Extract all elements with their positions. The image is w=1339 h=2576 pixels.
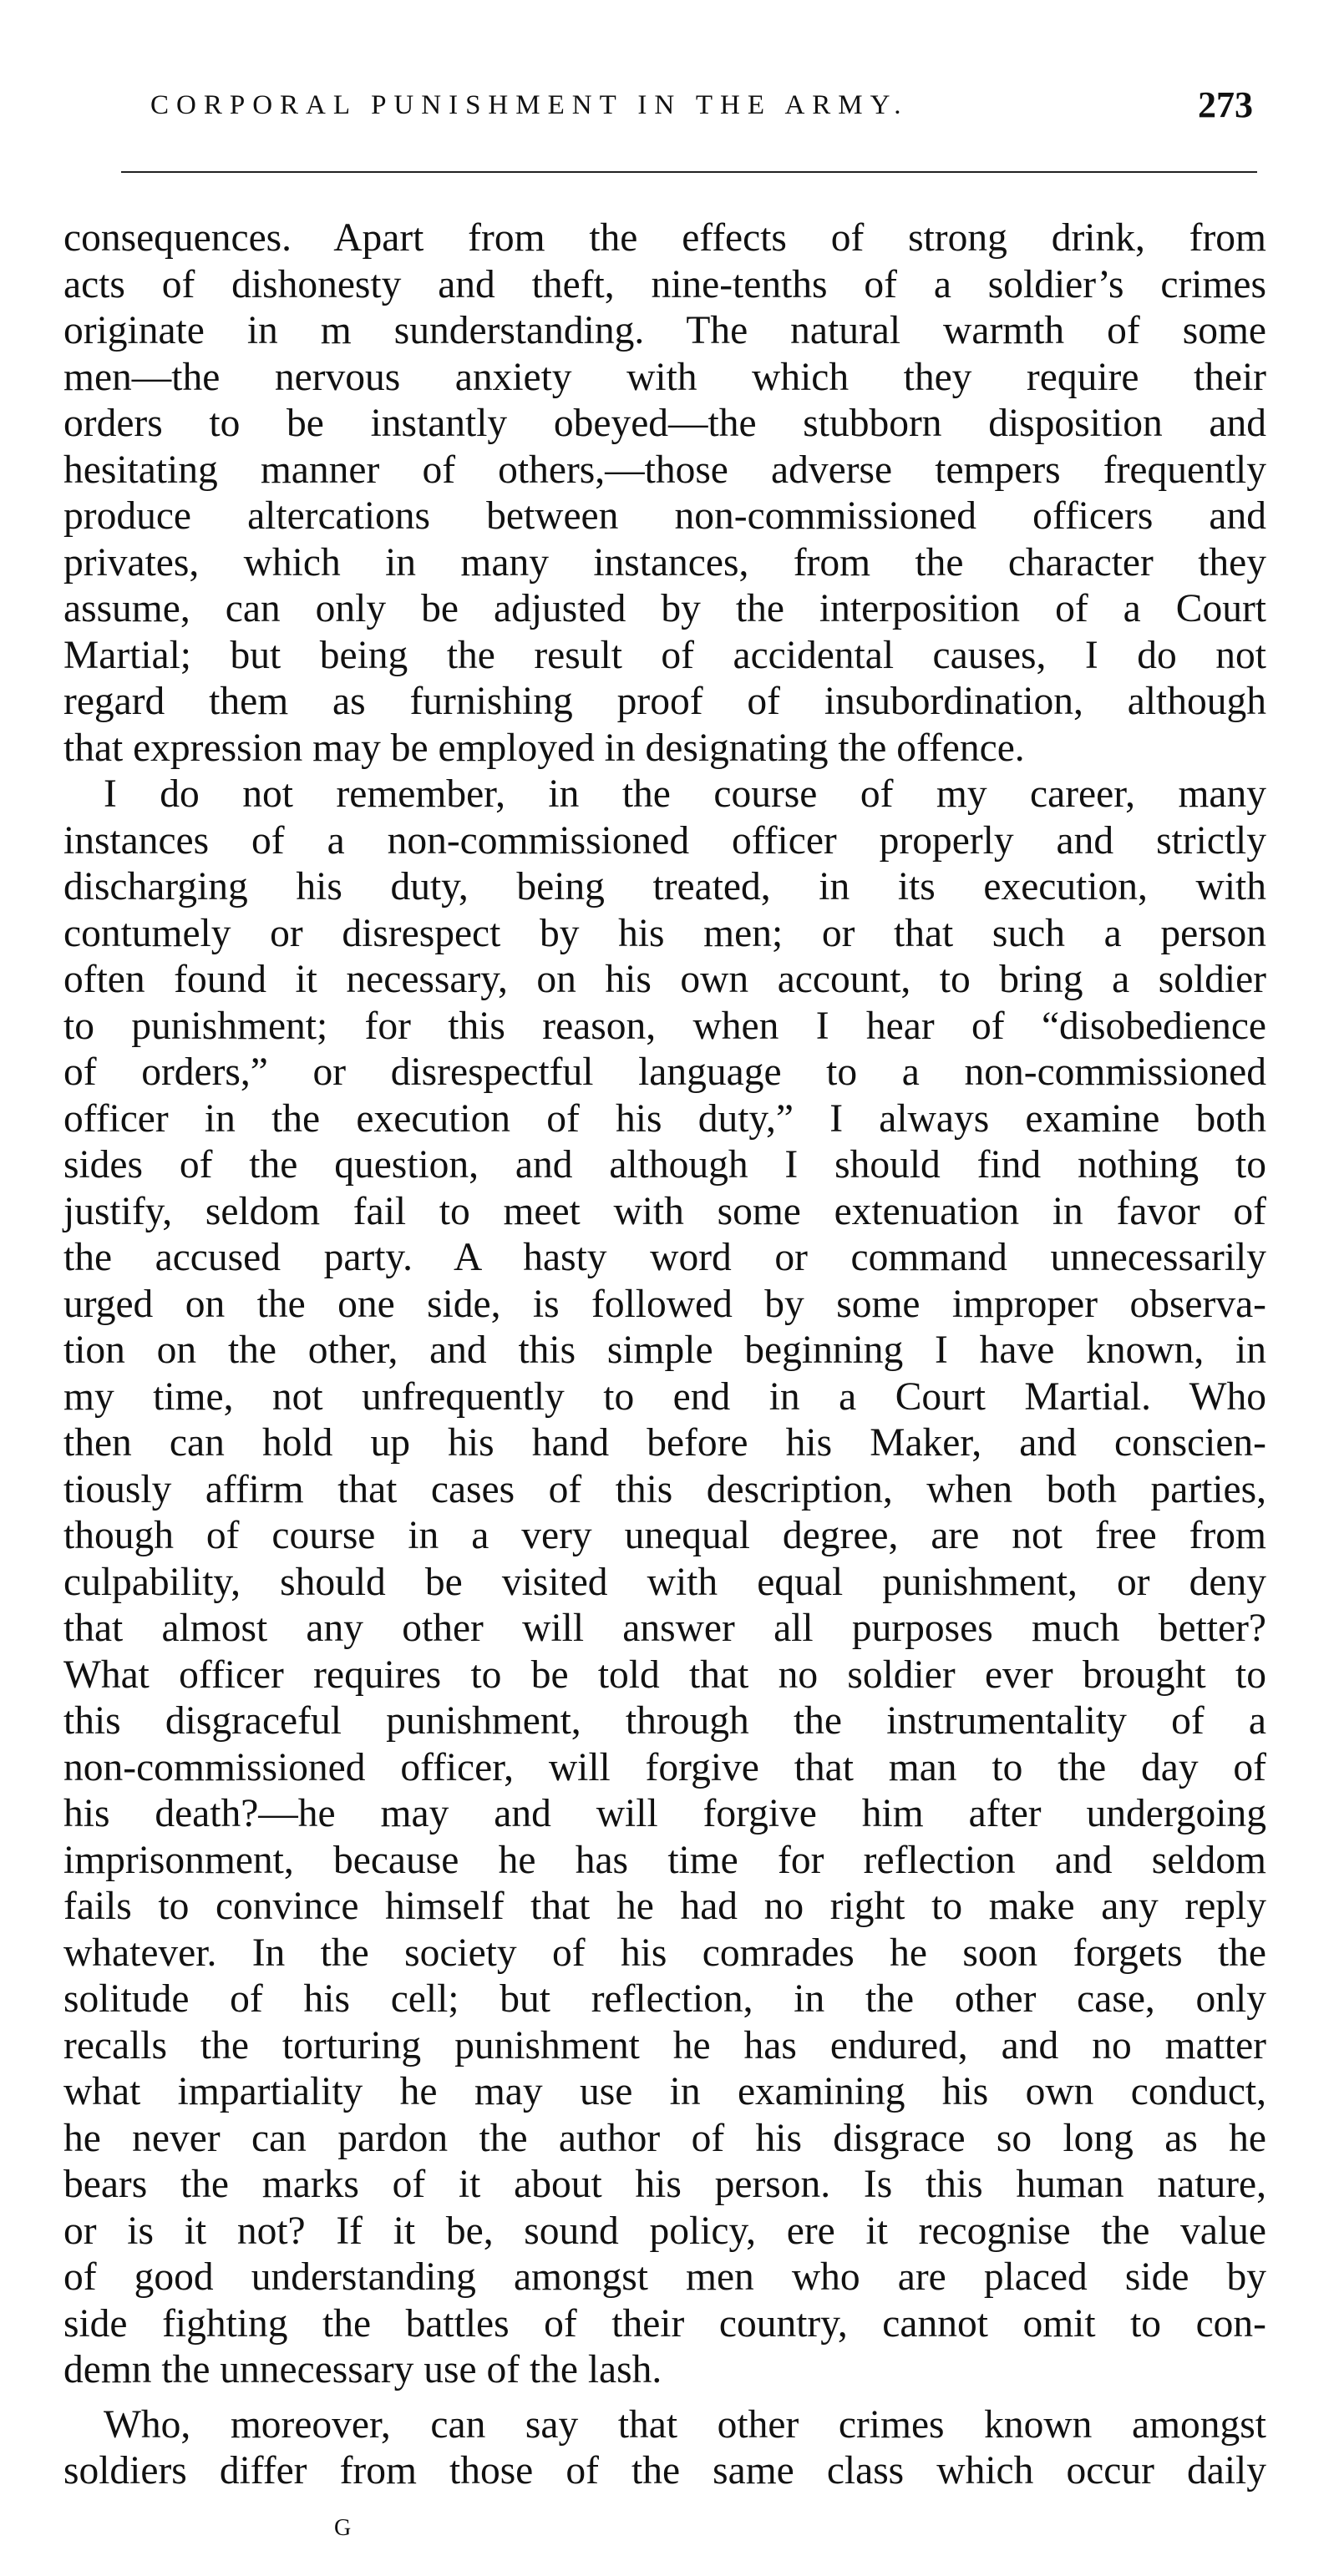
text-line: then can hold up his hand before his Maker, and conscien- <box>63 1421 1266 1465</box>
text-line: produce altercations between non-commissioned officers and <box>63 494 1266 538</box>
text-line: non-commissioned officer, will forgive that man to the day of <box>63 1745 1266 1789</box>
text-line: this disgraceful punishment, through the instrumentality of a <box>63 1699 1266 1743</box>
text-line: solitude of his cell; but reflection, in the other case, only <box>63 1977 1266 2021</box>
text-line: that almost any other will answer all purposes much better? <box>63 1607 1266 1650</box>
text-line: of good understanding amongst men who are placed side by <box>63 2255 1266 2299</box>
text-line: culpability, should be visited with equal punishment, or deny <box>63 1560 1266 1604</box>
text-line: acts of dishonesty and theft, nine-tenths of a soldier’s crimes <box>63 262 1266 306</box>
paragraph <box>63 772 1266 2394</box>
text-line: men—the nervous anxiety with which they require their <box>63 355 1266 399</box>
text-line: originate in m sunderstanding. The natural warmth of some <box>63 309 1266 352</box>
text-line: I do not remember, in the course of my career, many <box>104 772 1266 816</box>
text-line: hesitating manner of others,—those adverse tempers frequently <box>63 448 1266 492</box>
text-line: my time, not unfrequently to end in a Court Martial. Who <box>63 1374 1266 1419</box>
text-line: to punishment; for this reason, when I hear of “disobedience <box>63 1004 1266 1048</box>
text-line: tion on the other, and this simple beginning I have known, in <box>63 1328 1266 1372</box>
text-line: that expression may be employed in designating the offence. <box>63 726 1025 770</box>
text-line: urged on the one side, is followed by some improper observa- <box>63 1282 1266 1326</box>
text-line: instances of a non-commissioned officer properly and strictly <box>63 818 1266 863</box>
text-line: consequences. Apart from the effects of strong drink, from <box>63 216 1266 260</box>
text-line: he never can pardon the author of his disgrace so long as he <box>63 2116 1266 2160</box>
text-line: often found it necessary, on his own account, to bring a soldier <box>63 958 1266 1001</box>
text-line: recalls the torturing punishment he has endured, and no matter <box>63 2023 1266 2067</box>
text-line: contumely or disrespect by his men; or that such a person <box>63 911 1266 955</box>
text-line: Who, moreover, can say that other crimes known amongst <box>104 2402 1266 2447</box>
text-line: his death?—he may and will forgive him after undergoing <box>63 1792 1266 1835</box>
paragraph-gap <box>63 2394 1266 2402</box>
text-line: whatever. In the society of his comrades he soon forgets the <box>63 1931 1266 1975</box>
text-line: Martial; but being the result of accidental causes, I do not <box>63 633 1266 677</box>
text-line: justify, seldom fail to meet with some extenuation in favor of <box>63 1189 1266 1233</box>
text-line: of orders,” or disrespectful language to a non-commissioned <box>63 1050 1266 1094</box>
page-number: 273 <box>1198 84 1253 125</box>
text-line: soldiers differ from those of the same class which occur daily <box>63 2449 1266 2492</box>
text-line: the accused party. A hasty word or command unnecessarily <box>63 1236 1266 1279</box>
text-line: assume, can only be adjusted by the interposition of a Court <box>63 587 1266 630</box>
text-line: side fighting the battles of their country, cannot omit to con- <box>63 2301 1266 2346</box>
body-text <box>63 215 1266 2495</box>
text-line: orders to be instantly obeyed—the stubborn disposition and <box>63 402 1266 445</box>
text-line: what impartiality he may use in examining his own conduct, <box>63 2070 1266 2113</box>
text-line: discharging his duty, being treated, in its execution, with <box>63 865 1266 908</box>
text-line: officer in the execution of his duty,” I always examine both <box>63 1096 1266 1141</box>
text-line: What officer requires to be told that no soldier ever brought to <box>63 1652 1266 1697</box>
text-line: though of course in a very unequal degree, are not free from <box>63 1514 1266 1557</box>
text-line: privates, which in many instances, from the character they <box>63 540 1266 585</box>
text-line: bears the marks of it about his person. Is this human nature, <box>63 2163 1266 2206</box>
text-line: tiously affirm that cases of this description, when both parties, <box>63 1467 1266 1511</box>
text-line: regard them as furnishing proof of insubordination, although <box>63 680 1266 723</box>
paragraph <box>63 215 1266 772</box>
running-title: CORPORAL PUNISHMENT IN THE ARMY. <box>150 90 909 120</box>
text-line: fails to convince himself that he had no right to make any reply <box>63 1885 1266 1928</box>
signature-mark: G <box>334 2515 352 2541</box>
header-rule <box>121 171 1257 173</box>
text-line: or is it not? If it be, sound policy, ere it recognise the value <box>63 2209 1266 2253</box>
text-line: sides of the question, and although I should find nothing to <box>63 1143 1266 1187</box>
text-line: imprisonment, because he has time for reflection and seldom <box>63 1838 1266 1882</box>
text-line: demn the unnecessary use of the lash. <box>63 2348 662 2391</box>
paragraph <box>63 2402 1266 2495</box>
